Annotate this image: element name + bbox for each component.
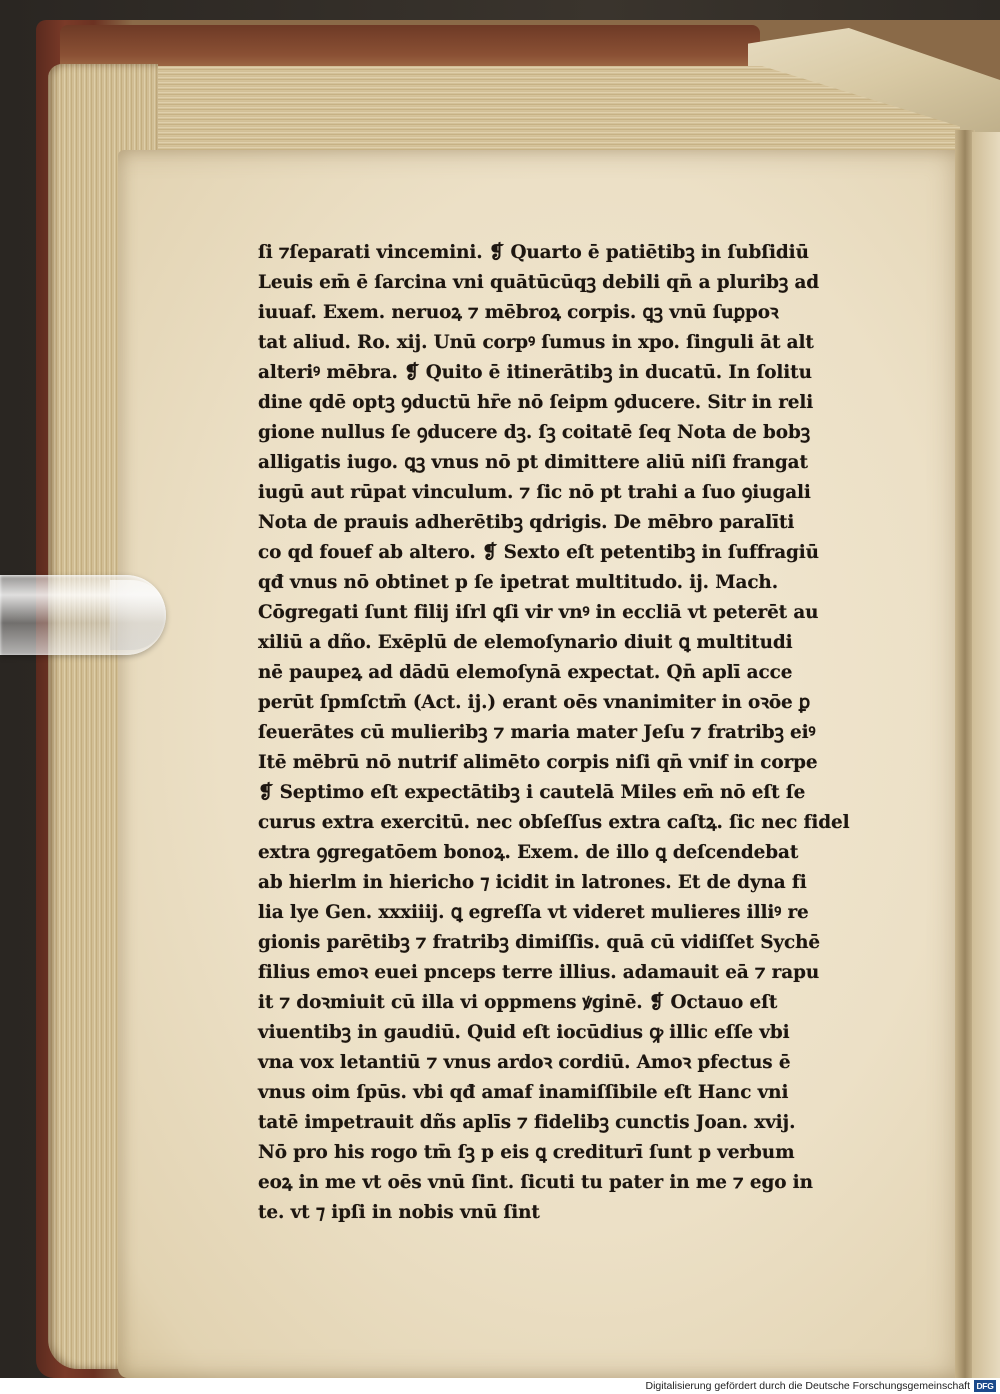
text-line: ſi ⁊ſeparati vincemini. ❡ Quarto ē patiētibꝫ in ſubſidiū bbox=[258, 242, 809, 263]
text-line: perūt ſpmſctm̄ (Act. ij.) erant oēs vnanimiter in oꝛōe ꝑ bbox=[258, 692, 811, 713]
text-line: eoꝝ in me vt oēs vnū ſint. ſicuti tu pater in me ⁊ ego in bbox=[258, 1172, 813, 1193]
footer-credit: Digitalisierung gefördert durch die Deutsche Forschungsgemeinschaft bbox=[645, 1380, 970, 1392]
text-line: ab hierlm in hiericho ⁊ icidit in latrones. Et de dyna fi bbox=[258, 872, 807, 893]
text-line: nē paupeꝝ ad dādū elemoſynā expectat. Qn̄ aplī acce bbox=[258, 662, 793, 683]
text-line: it ⁊ doꝛmiuit cū illa vi oppmens ꝟginē. ❡ Octauo eſt bbox=[258, 992, 778, 1013]
text-line: viuentibꝫ in gaudiū. Quid eſt iocūdius ꝙ illic eſſe vbi bbox=[258, 1022, 790, 1043]
text-line: xiliū a dño. Exēplū de elemoſynario diuit ꝗ multitudi bbox=[258, 632, 793, 653]
text-line: co qd fouef ab altero. ❡ Sexto eſt petentibꝫ in ſuffragiū bbox=[258, 542, 819, 563]
text-line: dine qdē optꝫ ꝯductū hr̄e nō ſeipm ꝯducere. Sitr in reli bbox=[258, 392, 814, 413]
text-line: gione nullus ſe ꝯducere dꝫ. ſꝫ coitatē ſeq Nota de bobꝫ bbox=[258, 422, 811, 443]
text-line: alligatis iugo. ꝗꝫ vnus nō pt dimittere aliū niſi frangat bbox=[258, 452, 808, 473]
text-line: vna vox letantiū ⁊ vnus ardoꝛ cordiū. Amoꝛ pfectus ē bbox=[258, 1052, 791, 1073]
text-line: gionis parētibꝫ ⁊ fratribꝫ dimiſſis. quā cū vidiſſet Sychē bbox=[258, 932, 820, 953]
text-line: filius emoꝛ euei pnceps terre illius. adamauit eā ⁊ rapu bbox=[258, 962, 820, 983]
text-line: Itē mēbrū nō nutrif alimēto corpis niſi qn̄ vnif in corpe bbox=[258, 752, 818, 773]
text-line: lia lye Gen. xxxiiij. ꝗ egreſſa vt videret mulieres illiꝰ re bbox=[258, 902, 809, 923]
text-line: Leuis em̄ ē ſarcina vni quātūcūqꝫ debili qn̄ a pluribꝫ ad bbox=[258, 272, 820, 293]
text-line: tatē impetrauit dñs aplīs ⁊ fidelibꝫ cunctis Joan. xvij. bbox=[258, 1112, 796, 1133]
text-line: extra ꝯgregatōem bonoꝝ. Exem. de illo ꝗ deſcendebat bbox=[258, 842, 799, 863]
text-line: iuuaf. Exem. neruoꝝ ⁊ mēbroꝝ corpis. ꝗꝫ vnū ſuꝑpoꝛ bbox=[258, 302, 779, 323]
text-line: ❡ Septimo eſt expectātibꝫ i cautelā Miles em̄ nō eſt ſe bbox=[258, 782, 806, 803]
text-line: curus extra exercitū. nec obſeſſus extra caſtꝝ. ſic nec fidel bbox=[258, 812, 850, 833]
text-line: tat aliud. Ro. xij. Unū corpꝰ ſumus in xpo. ſinguli āt alt bbox=[258, 332, 814, 353]
dfg-logo: DFG bbox=[974, 1380, 996, 1392]
text-line: Nota de prauis adherētibꝫ qdrigis. De mēbro paralīti bbox=[258, 512, 795, 533]
text-line: qđ vnus nō obtinet p ſe ipetrat multitudo. ij. Mach. bbox=[258, 572, 779, 593]
text-block bbox=[258, 238, 898, 1223]
text-line: te. vt ⁊ ipſi in nobis vnū ſint bbox=[258, 1202, 540, 1223]
facing-page-edge bbox=[972, 132, 1000, 1378]
text-line: alteriꝰ mēbra. ❡ Quito ē itinerātibꝫ in ducatū. In ſolitu bbox=[258, 362, 812, 383]
text-line: iugū aut rūpat vinculum. ⁊ ſic nō pt trahi a ſuo ꝯiugali bbox=[258, 482, 811, 503]
text-line: Nō pro his rogo tm̄ ſꝫ p eis ꝗ crediturī ſunt p verbum bbox=[258, 1142, 795, 1163]
text-line: Cōgregati ſunt filij iſrl ꝗſi vir vnꝰ in eccliā vt peterēt au bbox=[258, 602, 819, 623]
text-line: ſeuerātes cū mulieribꝫ ⁊ maria mater Jeſu ⁊ fratribꝫ eiꝰ bbox=[258, 722, 816, 743]
text-line: vnus oim ſpūs. vbi qđ amaf inamiſſibile eſt Hanc vni bbox=[258, 1082, 789, 1103]
